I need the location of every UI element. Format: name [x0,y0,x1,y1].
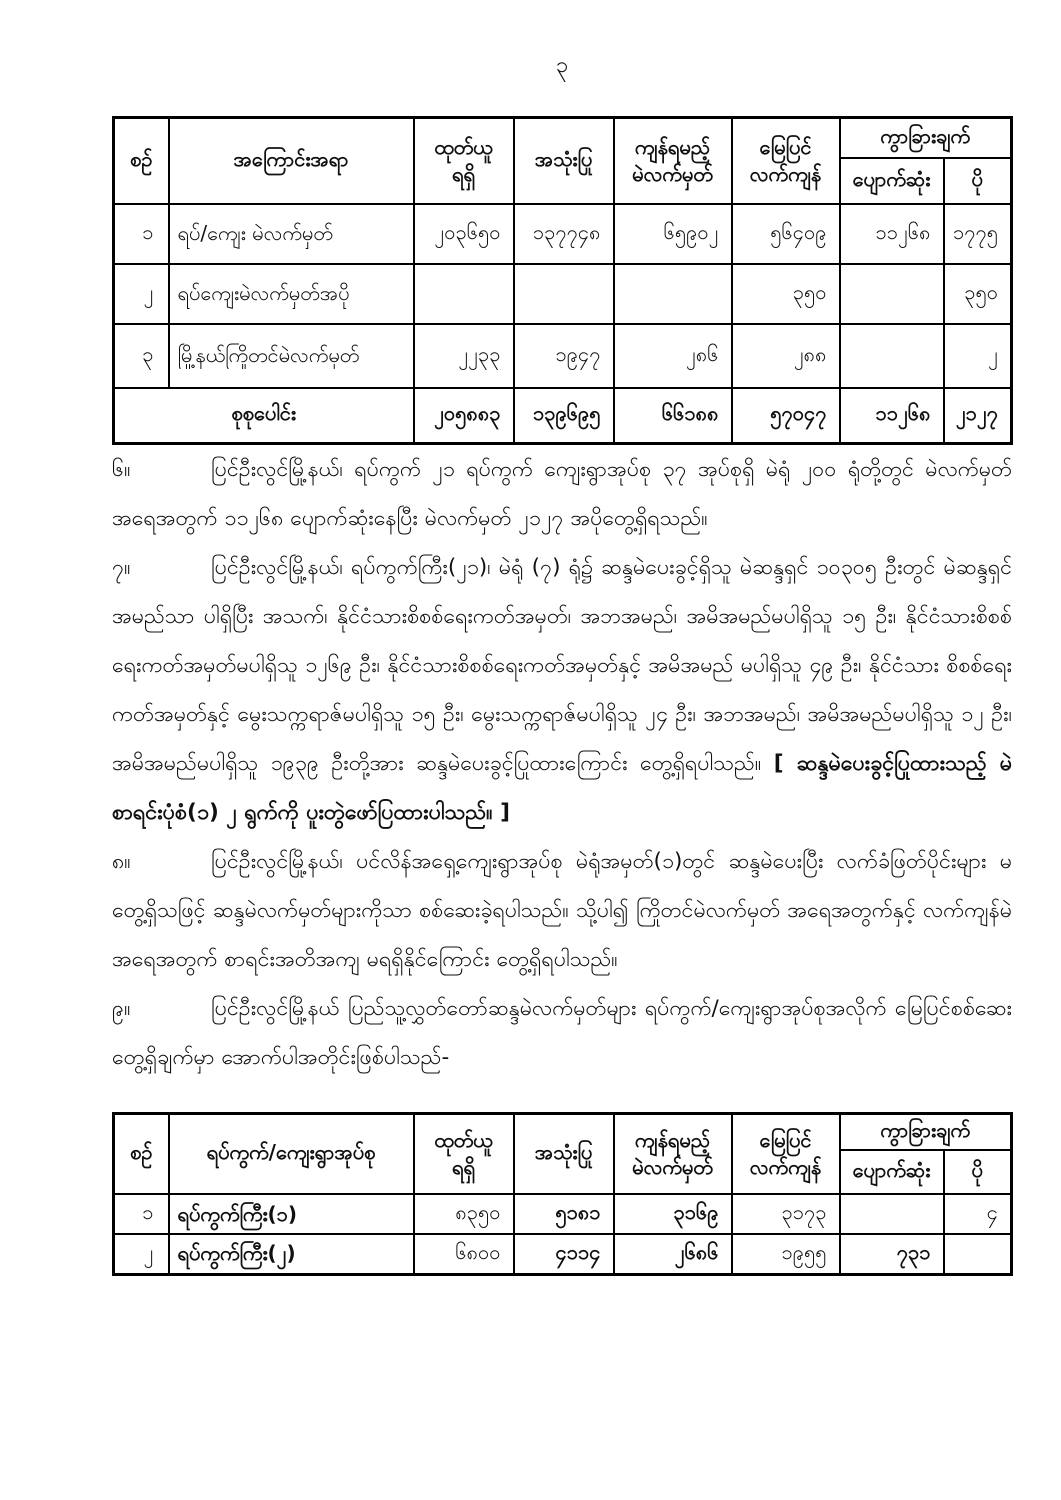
cell-lost [840,1194,944,1234]
paragraph-9-number: ၉။ [112,996,131,1021]
paragraph-7 [112,543,1012,837]
header-used: အသုံးပြု [514,118,614,204]
table-row [114,324,1012,388]
header-issued-line1: ထုတ်ယူ [434,1128,493,1152]
header-issued-line1: ထုတ်ယူ [434,134,493,159]
header-ground-balance [732,1114,840,1195]
document-page [112,0,1012,1276]
cell-extra [944,1234,1012,1274]
cell-total-ground: ၅၇၀၄၇ [732,388,840,444]
table-row [114,1234,1012,1274]
cell-used: ၁၉၄၇ [514,324,614,388]
paragraph-7-text: ပြင်ဦးလွင်မြို့နယ်၊ ရပ်ကွက်ကြီး(၂၁)၊ မဲရုံ (၇) ရုံ၌ ဆန္ဒမဲပေးခွင့်ရှိသူ မဲဆန္ဒရှင် ၁၀၃၀၅ ဦးတွင် မဲဆန္ဒရှင်အမည်သာ ပါရှိပြီး အသက်၊ နိုင်ငံသားစိစစ်ရေးကတ်အမှတ်၊ အဘအမည်၊ အမိအမည်မပါရှိသူ ၁၅ ဦး၊ နိုင်ငံသားစိစစ်ရေးကတ်အမှတ်မပါရှိသူ ၁၂၆၉ ဦး၊ နိုင်ငံသားစိစစ်ရေးကတ်အမှတ်နှင့် အမိအမည် မပါရှိသူ ၄၉ ဦး၊ နိုင်ငံသား စိစစ်ရေးကတ်အမှတ်နှင့် မွေးသက္ကရာဇ်မပါရှိသူ ၁၅ ဦး၊ မွေးသက္ကရာဇ်မပါရှိသူ ၂၄ ဦး၊ အဘအမည်၊ အမိအမည်မပါရှိသူ ၁၂ ဦး၊ အမိအမည်မပါရှိသူ ၁၉၃၉ ဦးတို့အား ဆန္ဒမဲပေးခွင့်ပြုထားကြောင်း တွေ့ရှိရပါသည်။ [112,555,1012,776]
paragraph-8-text: ပြင်ဦးလွင်မြို့နယ်၊ ပင်လိန်အရှေ့ကျေးရွာအုပ်စု မဲရုံအမှတ်(၁)တွင် ဆန္ဒမဲပေးပြီး လက်ခံဖြတ်ပိုင်းများ မတွေ့ရှိသဖြင့် ဆန္ဒမဲလက်မှတ်များကိုသာ စစ်ဆေးခဲ့ရပါသည်။ သို့ပါ၍ ကြိုတင်မဲလက်မှတ် အရေအတွက်နှင့် လက်ကျန်မဲအရေအတွက် စာရင်းအတိအကျ မရရှိနိုင်ကြောင်း တွေ့ရှိရပါသည်။ [112,849,1012,972]
cell-ground: ၃၅၀ [732,264,840,324]
paragraph-6-text: ပြင်ဦးလွင်မြို့နယ်၊ ရပ်ကွက် ၂၁ ရပ်ကွက် ကျေးရွာအုပ်စု ၃၇ အုပ်စုရှိ မဲရုံ ၂၀၀ ရုံတို့တွင် မဲလက်မှတ်အရေအတွက် ၁၁၂၆၈ ပျောက်ဆုံးနေပြီး မဲလက်မှတ် ၂၁၂၇ အပိုတွေ့ရှိရသည်။ [112,457,1012,531]
header-remaining [614,1114,732,1195]
cell-no: ၃ [114,324,169,388]
header-lost: ပျောက်ဆုံး [840,1150,944,1194]
cell-extra: ၄ [944,1194,1012,1234]
cell-issued: ၂၀၃၆၅၀ [414,204,514,264]
cell-issued [414,264,514,324]
header-extra: ပို [944,158,1012,204]
cell-total-extra: ၂၁၂၇ [944,388,1012,444]
header-ground-line2: လက်ကျန် [749,1155,822,1179]
cell-extra: ၁၇၇၅ [944,204,1012,264]
cell-ground: ၁၉၅၅ [732,1234,840,1274]
header-issued [414,118,514,204]
header-extra: ပို [944,1150,1012,1194]
cell-extra: ၃၅၀ [944,264,1012,324]
table-row [114,204,1012,264]
cell-total-issued: ၂၀၅၈၈၃ [414,388,514,444]
cell-no: ၁ [114,1194,169,1234]
header-used: အသုံးပြု [514,1114,614,1195]
header-issued [414,1114,514,1195]
cell-no: ၂ [114,264,169,324]
cell-used: ၅၁၈၁ [514,1194,614,1234]
table-row [114,264,1012,324]
cell-lost [840,264,944,324]
cell-total-lost: ၁၁၂၆၈ [840,388,944,444]
cell-subject [169,324,414,388]
header-no: စဉ် [114,118,169,204]
cell-issued: ၆၈၀၀ [414,1234,514,1274]
ward-ballot-table [112,1112,1013,1276]
cell-subject-text: မြို့နယ်ကြိုတင်မဲလက်မှတ် [177,343,360,367]
cell-extra: ၂ [944,324,1012,388]
header-ground-line1: မြေပြင် [759,1128,812,1152]
paragraph-7-bold-note: [ ဆန္ဒမဲပေးခွင့်ပြုထားသည့် မဲစာရင်းပုံစံ(၁) ၂ ရွက်ကို ပူးတွဲဖော်ပြထားပါသည်။ ] [112,751,1012,825]
cell-total-label: စုစုပေါင်း [114,388,414,444]
cell-ward: ရပ်ကွက်ကြီး(၁) [169,1194,414,1234]
paragraph-9 [112,984,1012,1082]
cell-remaining: ၂၆၈၆ [614,1234,732,1274]
cell-remaining [614,264,732,324]
header-lost: ပျောက်ဆုံး [840,158,944,204]
table-row [114,1194,1012,1234]
cell-no: ၂ [114,1234,169,1274]
header-no: စဉ် [114,1114,169,1195]
cell-used: ၁၃၇၇၄၈ [514,204,614,264]
cell-remaining: ၃၁၆၉ [614,1194,732,1234]
header-ground-balance [732,118,840,204]
header-ward: ရပ်ကွက်/ကျေးရွာအုပ်စု [169,1114,414,1195]
header-difference: ကွာခြားချက် [840,118,1012,158]
header-ground-line2: လက်ကျန် [749,161,822,186]
header-remaining-line1: ကျန်ရမည့် [634,1128,711,1152]
cell-used: ၄၁၁၄ [514,1234,614,1274]
cell-issued: ၂၂၃၃ [414,324,514,388]
header-difference: ကွာခြားချက် [840,1114,1012,1151]
cell-subject: ရပ်ကျေးမဲလက်မှတ်အပို [169,264,414,324]
cell-total-used: ၁၃၉၆၉၅ [514,388,614,444]
paragraph-9-text: ပြင်ဦးလွင်မြို့နယ် ပြည်သူ့လွှတ်တော်ဆန္ဒမဲလက်မှတ်များ ရပ်ကွက်/ကျေးရွာအုပ်စုအလိုက် မြေပြင်စစ်ဆေးတွေ့ရှိချက်မှာ အောက်ပါအတိုင်းဖြစ်ပါသည်- [112,996,1012,1070]
header-remaining-line1: ကျန်ရမည့် [634,134,711,159]
cell-ground: ၂၈၈ [732,324,840,388]
header-ground-line1: မြေပြင် [759,134,812,159]
paragraph-6 [112,445,1012,543]
page-number: ၃ [555,53,569,78]
cell-ground: ၅၆၄၀၉ [732,204,840,264]
cell-subject: ရပ်/ကျေး မဲလက်မှတ် [169,204,414,264]
table-total-row [114,388,1012,444]
paragraph-8 [112,837,1012,984]
cell-used [514,264,614,324]
header-issued-line2: ရရှိ [452,161,475,186]
paragraph-7-number: ၇။ [112,555,131,580]
cell-total-remaining: ၆၆၁၈၈ [614,388,732,444]
ballot-summary-table [112,116,1013,445]
cell-lost [840,324,944,388]
cell-no: ၁ [114,204,169,264]
paragraph-8-number: ၈။ [112,849,131,874]
cell-remaining: ၆၅၉၀၂ [614,204,732,264]
header-remaining [614,118,732,204]
cell-lost: ၁၁၂၆၈ [840,204,944,264]
header-issued-line2: ရရှိ [452,1155,475,1179]
cell-remaining: ၂၈၆ [614,324,732,388]
header-remaining-line2: မဲလက်မှတ် [632,1155,713,1179]
cell-issued: ၈၃၅၀ [414,1194,514,1234]
header-subject: အကြောင်းအရာ [169,118,414,204]
cell-ground: ၃၁၇၃ [732,1194,840,1234]
cell-lost: ၇၃၁ [840,1234,944,1274]
cell-ward: ရပ်ကွက်ကြီး(၂) [169,1234,414,1274]
header-remaining-line2: မဲလက်မှတ် [632,161,713,186]
paragraph-6-number: ၆။ [112,457,131,482]
